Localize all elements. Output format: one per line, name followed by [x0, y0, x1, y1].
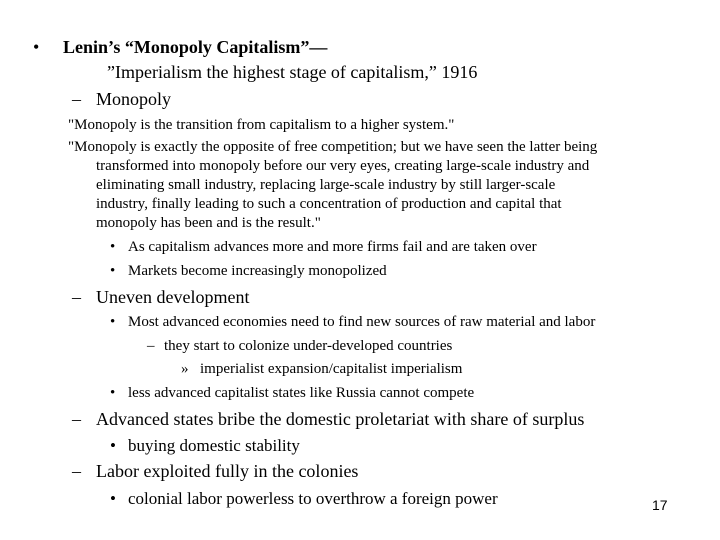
- dash-symbol: –: [72, 89, 81, 109]
- bullet-symbol: •: [33, 37, 40, 57]
- bullet-symbol: •: [110, 263, 116, 279]
- uneven-point: Most advanced economies need to find new sources of raw material and labor: [128, 314, 596, 330]
- uneven-subsub-point: imperialist expansion/capitalist imperialism: [200, 361, 463, 377]
- dash-symbol: –: [72, 287, 81, 307]
- quote-2-line: industry, finally leading to such a concentration of production and capital that: [96, 196, 562, 212]
- monopoly-heading: Monopoly: [96, 89, 172, 109]
- labor-point: colonial labor powerless to overthrow a foreign power: [128, 489, 498, 508]
- quote-1: "Monopoly is the transition from capitalism to a higher system.": [68, 117, 455, 133]
- bullet-symbol: •: [110, 314, 116, 330]
- bullet-symbol: •: [110, 239, 116, 255]
- uneven-heading: Uneven development: [96, 287, 250, 307]
- subsub-symbol: »: [181, 361, 189, 377]
- page-number: 17: [652, 497, 668, 513]
- quote-2-line: transformed into monopoly before our very eyes, creating large-scale industry and: [96, 158, 590, 174]
- bribe-heading: Advanced states bribe the domestic proletariat with share of surplus: [96, 409, 585, 429]
- dash-symbol: –: [147, 338, 155, 354]
- bullet-symbol: •: [110, 436, 116, 455]
- uneven-point: less advanced capitalist states like Russia cannot compete: [128, 385, 475, 401]
- labor-heading: Labor exploited fully in the colonies: [96, 461, 359, 481]
- dash-symbol: –: [72, 461, 81, 481]
- dash-symbol: –: [72, 409, 81, 429]
- quote-2-line: eliminating small industry, replacing large-scale industry by still larger-scale: [96, 177, 556, 193]
- slide-title: Lenin’s “Monopoly Capitalism”—: [63, 37, 328, 57]
- quote-2-line: monopoly has been and is the result.": [96, 215, 321, 231]
- monopoly-point: Markets become increasingly monopolized: [128, 263, 387, 279]
- quote-2-line: "Monopoly is exactly the opposite of free competition; but we have seen the latter being: [68, 139, 598, 155]
- monopoly-point: As capitalism advances more and more firms fail and are taken over: [128, 239, 537, 255]
- bribe-point: buying domestic stability: [128, 436, 300, 455]
- uneven-sub-point: they start to colonize under-developed countries: [164, 338, 453, 354]
- bullet-symbol: •: [110, 385, 116, 401]
- slide-subtitle: ”Imperialism the highest stage of capitalism,” 1916: [107, 62, 478, 82]
- bullet-symbol: •: [110, 489, 116, 508]
